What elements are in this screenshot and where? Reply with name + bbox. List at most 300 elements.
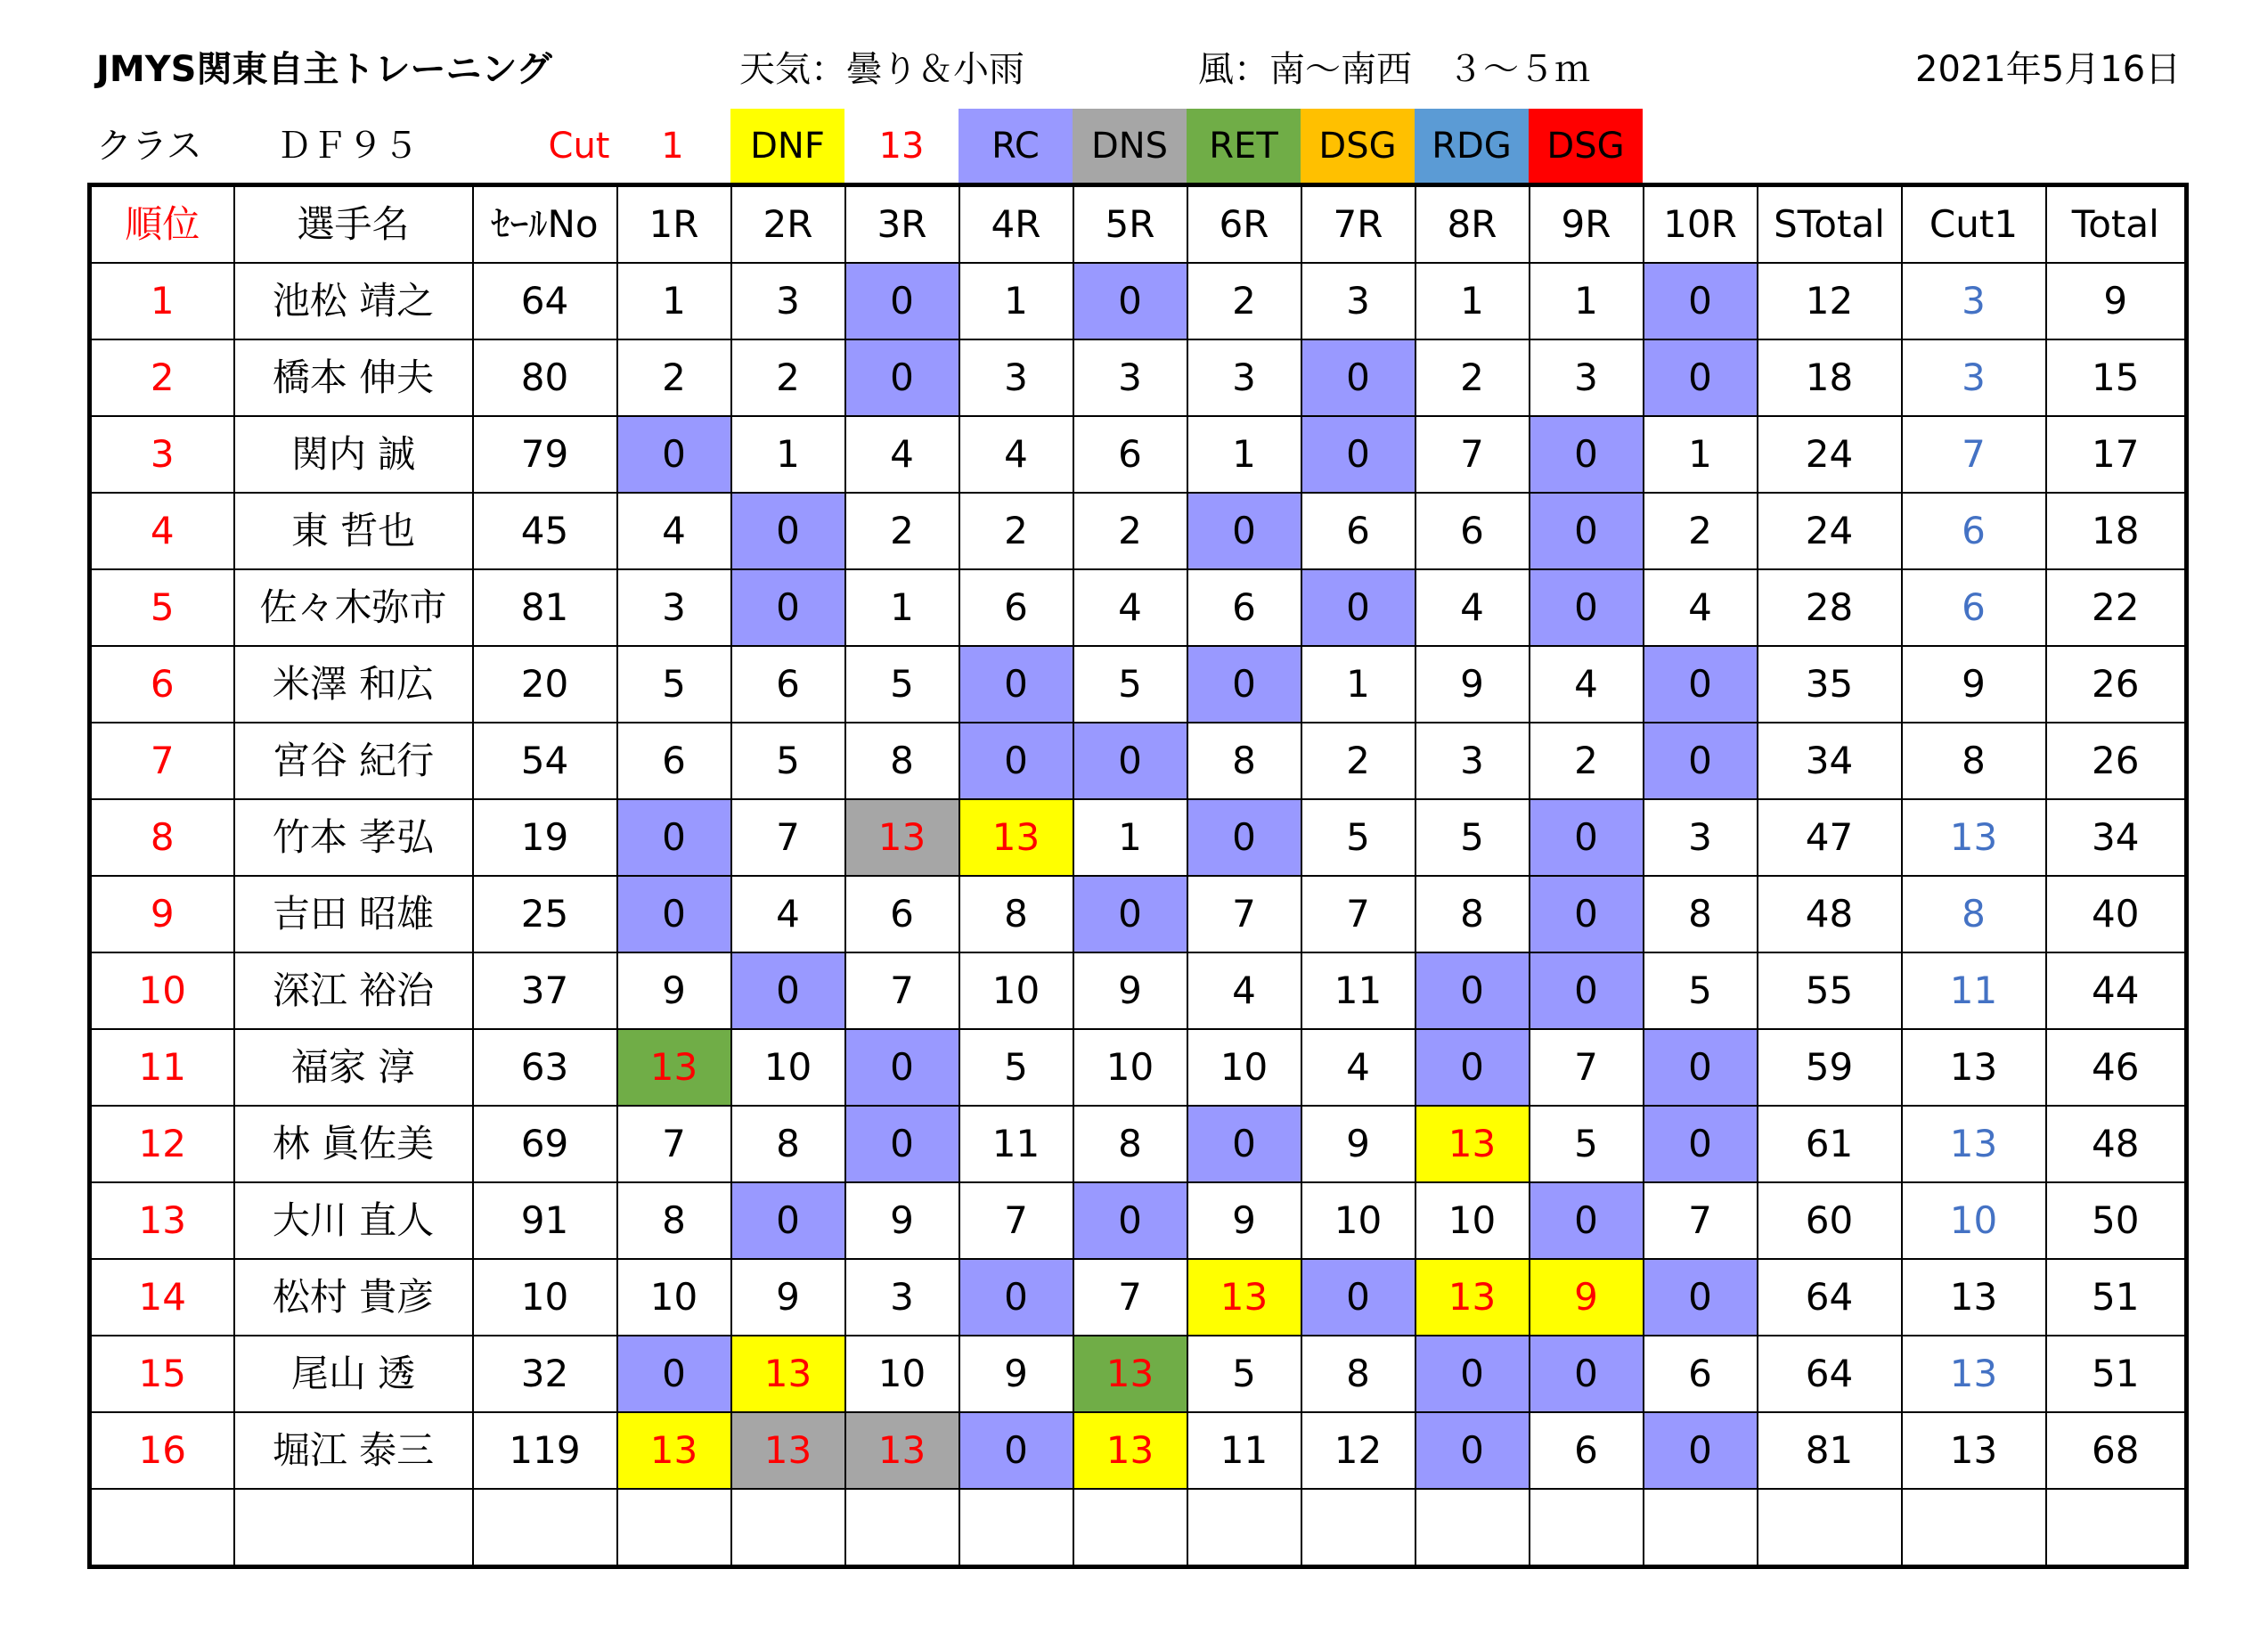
column-header: 7R	[1301, 185, 1415, 264]
race-score-cell: 4	[1530, 646, 1644, 723]
empty-cell	[1415, 1489, 1530, 1567]
race-score-cell: 0	[1530, 876, 1644, 952]
race-score-cell: 8	[1415, 876, 1530, 952]
total-cell: 48	[2046, 1106, 2187, 1182]
rank-cell: 2	[90, 339, 234, 416]
race-score-cell: 5	[731, 723, 845, 799]
cut-cell: 13	[1902, 1259, 2046, 1336]
race-score-cell: 6	[1530, 1412, 1644, 1489]
legend-rc: RC	[959, 109, 1073, 184]
sail-number-cell: 32	[473, 1336, 617, 1412]
race-score-cell: 0	[1644, 1029, 1758, 1106]
race-score-cell: 13	[1187, 1259, 1301, 1336]
race-score-cell: 0	[617, 1336, 731, 1412]
race-score-cell: 4	[617, 493, 731, 569]
table-row	[90, 263, 2187, 339]
empty-cell	[2046, 1489, 2187, 1567]
race-score-cell: 6	[1073, 416, 1187, 493]
sail-number-cell: 54	[473, 723, 617, 799]
stotal-cell: 64	[1758, 1336, 1902, 1412]
race-score-cell: 0	[731, 1182, 845, 1259]
race-score-cell: 4	[1187, 952, 1301, 1029]
race-score-cell: 3	[617, 569, 731, 646]
column-header: STotal	[1758, 185, 1902, 264]
stotal-cell: 61	[1758, 1106, 1902, 1182]
race-score-cell: 9	[1073, 952, 1187, 1029]
total-cell: 17	[2046, 416, 2187, 493]
race-score-cell: 0	[1073, 723, 1187, 799]
race-score-cell: 6	[731, 646, 845, 723]
race-score-cell: 0	[1415, 1336, 1530, 1412]
cut-cell: 8	[1902, 723, 2046, 799]
rank-cell: 9	[90, 876, 234, 952]
sail-number-cell: 80	[473, 339, 617, 416]
column-header: 5R	[1073, 185, 1187, 264]
cut-cell: 13	[1902, 1336, 2046, 1412]
race-score-cell: 5	[1301, 799, 1415, 876]
race-score-cell: 1	[1187, 416, 1301, 493]
cut-cell: 13	[1902, 799, 2046, 876]
race-score-cell: 2	[1301, 723, 1415, 799]
race-score-cell: 7	[1644, 1182, 1758, 1259]
race-score-cell: 6	[845, 876, 959, 952]
total-cell: 44	[2046, 952, 2187, 1029]
column-header: 順位	[90, 185, 234, 264]
race-score-cell: 10	[845, 1336, 959, 1412]
rank-cell: 1	[90, 263, 234, 339]
name-cell: 関内 誠	[234, 416, 473, 493]
stotal-cell: 24	[1758, 416, 1902, 493]
name-cell: 佐々木弥市	[234, 569, 473, 646]
name-cell: 林 眞佐美	[234, 1106, 473, 1182]
race-score-cell: 0	[1530, 493, 1644, 569]
race-score-cell: 2	[1530, 723, 1644, 799]
race-score-cell: 1	[731, 416, 845, 493]
race-score-cell: 13	[617, 1412, 731, 1489]
race-score-cell: 0	[1073, 263, 1187, 339]
wind-text: 風：南～南西 ３～５ｍ	[1198, 49, 1590, 90]
race-score-cell: 10	[617, 1259, 731, 1336]
race-score-cell: 0	[1301, 569, 1415, 646]
race-score-cell: 5	[959, 1029, 1073, 1106]
race-score-cell: 0	[845, 339, 959, 416]
cut-cell: 13	[1902, 1106, 2046, 1182]
empty-cell	[731, 1489, 845, 1567]
legend-cut-label: Cut	[548, 126, 610, 167]
legend-ret: RET	[1187, 109, 1301, 184]
total-cell: 51	[2046, 1259, 2187, 1336]
race-score-cell: 0	[845, 263, 959, 339]
empty-cell	[234, 1489, 473, 1567]
race-score-cell: 12	[1301, 1412, 1415, 1489]
results-table	[87, 183, 2189, 1569]
table-row	[90, 1106, 2187, 1182]
empty-cell	[1073, 1489, 1187, 1567]
race-score-cell: 0	[1187, 1106, 1301, 1182]
column-header: Total	[2046, 185, 2187, 264]
race-score-cell: 3	[1644, 799, 1758, 876]
stotal-cell: 35	[1758, 646, 1902, 723]
race-score-cell: 6	[959, 569, 1073, 646]
race-score-cell: 0	[1187, 646, 1301, 723]
race-score-cell: 6	[1644, 1336, 1758, 1412]
race-score-cell: 11	[959, 1106, 1073, 1182]
race-score-cell: 4	[845, 416, 959, 493]
cut-cell: 10	[1902, 1182, 2046, 1259]
name-cell: 竹本 孝弘	[234, 799, 473, 876]
rank-cell: 14	[90, 1259, 234, 1336]
stotal-cell: 24	[1758, 493, 1902, 569]
race-score-cell: 13	[845, 799, 959, 876]
race-score-cell: 8	[845, 723, 959, 799]
race-score-cell: 4	[959, 416, 1073, 493]
race-score-cell: 1	[1073, 799, 1187, 876]
event-title: JMYS関東自主トレーニング	[96, 49, 552, 90]
race-score-cell: 2	[617, 339, 731, 416]
column-header: 3R	[845, 185, 959, 264]
race-score-cell: 5	[1073, 646, 1187, 723]
race-score-cell: 0	[845, 1106, 959, 1182]
race-score-cell: 7	[731, 799, 845, 876]
race-score-cell: 1	[845, 569, 959, 646]
name-cell: 大川 直人	[234, 1182, 473, 1259]
legend-dsg-red: DSG	[1529, 109, 1643, 184]
column-header: 8R	[1415, 185, 1530, 264]
legend-dsg: DSG	[1301, 109, 1415, 184]
cut-cell: 8	[1902, 876, 2046, 952]
race-score-cell: 3	[1301, 263, 1415, 339]
table-row	[90, 1029, 2187, 1106]
class-label: クラス	[96, 126, 202, 167]
race-score-cell: 9	[1187, 1182, 1301, 1259]
race-score-cell: 0	[731, 569, 845, 646]
race-score-cell: 9	[1301, 1106, 1415, 1182]
race-score-cell: 5	[1187, 1336, 1301, 1412]
race-score-cell: 13	[959, 799, 1073, 876]
cut-cell: 6	[1902, 569, 2046, 646]
sail-number-cell: 20	[473, 646, 617, 723]
race-score-cell: 4	[1644, 569, 1758, 646]
empty-row	[90, 1489, 2187, 1567]
race-score-cell: 6	[1301, 493, 1415, 569]
race-score-cell: 8	[617, 1182, 731, 1259]
race-score-cell: 0	[1415, 952, 1530, 1029]
race-score-cell: 0	[959, 723, 1073, 799]
race-score-cell: 1	[1415, 263, 1530, 339]
race-score-cell: 0	[959, 1259, 1073, 1336]
table-row	[90, 569, 2187, 646]
race-score-cell: 5	[1530, 1106, 1644, 1182]
table-row	[90, 876, 2187, 952]
sail-number-cell: 25	[473, 876, 617, 952]
race-score-cell: 3	[1073, 339, 1187, 416]
race-score-cell: 10	[959, 952, 1073, 1029]
stotal-cell: 59	[1758, 1029, 1902, 1106]
cut-cell: 6	[1902, 493, 2046, 569]
total-cell: 50	[2046, 1182, 2187, 1259]
race-score-cell: 0	[1644, 339, 1758, 416]
column-header: 選手名	[234, 185, 473, 264]
race-score-cell: 0	[1301, 1259, 1415, 1336]
race-score-cell: 9	[845, 1182, 959, 1259]
empty-cell	[1187, 1489, 1301, 1567]
sail-number-cell: 10	[473, 1259, 617, 1336]
empty-cell	[473, 1489, 617, 1567]
race-score-cell: 8	[1187, 723, 1301, 799]
race-score-cell: 2	[1187, 263, 1301, 339]
race-score-cell: 9	[1530, 1259, 1644, 1336]
sail-number-cell: 64	[473, 263, 617, 339]
race-score-cell: 0	[1301, 416, 1415, 493]
header-row	[90, 185, 2187, 264]
race-score-cell: 3	[1530, 339, 1644, 416]
table-row	[90, 339, 2187, 416]
table-row	[90, 1412, 2187, 1489]
race-score-cell: 10	[1415, 1182, 1530, 1259]
race-score-cell: 4	[1301, 1029, 1415, 1106]
cut-cell: 9	[1902, 646, 2046, 723]
race-score-cell: 2	[845, 493, 959, 569]
table-row	[90, 646, 2187, 723]
empty-cell	[1644, 1489, 1758, 1567]
race-score-cell: 8	[1301, 1336, 1415, 1412]
stotal-cell: 48	[1758, 876, 1902, 952]
name-cell: 深江 裕治	[234, 952, 473, 1029]
total-cell: 40	[2046, 876, 2187, 952]
total-cell: 9	[2046, 263, 2187, 339]
race-score-cell: 0	[1530, 416, 1644, 493]
race-score-cell: 13	[731, 1336, 845, 1412]
race-score-cell: 7	[959, 1182, 1073, 1259]
name-cell: 橋本 伸夫	[234, 339, 473, 416]
legend-rdg: RDG	[1415, 109, 1529, 184]
rank-cell: 8	[90, 799, 234, 876]
name-cell: 宮谷 紀行	[234, 723, 473, 799]
race-score-cell: 1	[1644, 416, 1758, 493]
race-score-cell: 6	[1415, 493, 1530, 569]
race-score-cell: 9	[1415, 646, 1530, 723]
race-score-cell: 7	[845, 952, 959, 1029]
race-score-cell: 0	[1644, 723, 1758, 799]
empty-cell	[1758, 1489, 1902, 1567]
cut-cell: 7	[1902, 416, 2046, 493]
race-score-cell: 10	[1301, 1182, 1415, 1259]
empty-cell	[1301, 1489, 1415, 1567]
race-score-cell: 3	[731, 263, 845, 339]
race-score-cell: 0	[1415, 1029, 1530, 1106]
race-score-cell: 0	[1187, 799, 1301, 876]
race-score-cell: 9	[731, 1259, 845, 1336]
table-row	[90, 723, 2187, 799]
total-cell: 26	[2046, 646, 2187, 723]
column-header: 10R	[1644, 185, 1758, 264]
race-score-cell: 0	[1073, 876, 1187, 952]
sail-number-cell: 19	[473, 799, 617, 876]
results-body	[90, 185, 2187, 1567]
name-cell: 吉田 昭雄	[234, 876, 473, 952]
name-cell: 尾山 透	[234, 1336, 473, 1412]
rank-cell: 16	[90, 1412, 234, 1489]
race-score-cell: 0	[1530, 952, 1644, 1029]
race-score-cell: 13	[731, 1412, 845, 1489]
cut-cell: 3	[1902, 339, 2046, 416]
total-cell: 51	[2046, 1336, 2187, 1412]
race-score-cell: 2	[1073, 493, 1187, 569]
empty-cell	[959, 1489, 1073, 1567]
race-score-cell: 0	[1530, 1336, 1644, 1412]
cut-cell: 13	[1902, 1412, 2046, 1489]
rank-cell: 6	[90, 646, 234, 723]
race-score-cell: 7	[617, 1106, 731, 1182]
rank-cell: 13	[90, 1182, 234, 1259]
column-header: 6R	[1187, 185, 1301, 264]
race-score-cell: 7	[1301, 876, 1415, 952]
rank-cell: 12	[90, 1106, 234, 1182]
race-score-cell: 11	[1301, 952, 1415, 1029]
race-score-cell: 5	[1644, 952, 1758, 1029]
race-score-cell: 0	[845, 1029, 959, 1106]
rank-cell: 4	[90, 493, 234, 569]
name-cell: 福家 淳	[234, 1029, 473, 1106]
stotal-cell: 55	[1758, 952, 1902, 1029]
race-score-cell: 0	[959, 1412, 1073, 1489]
race-score-cell: 0	[1644, 263, 1758, 339]
race-score-cell: 5	[1415, 799, 1530, 876]
stotal-cell: 81	[1758, 1412, 1902, 1489]
race-score-cell: 0	[1644, 1106, 1758, 1182]
race-score-cell: 13	[1073, 1412, 1187, 1489]
total-cell: 46	[2046, 1029, 2187, 1106]
race-score-cell: 0	[617, 416, 731, 493]
race-score-cell: 7	[1530, 1029, 1644, 1106]
table-row	[90, 1182, 2187, 1259]
name-cell: 松村 貴彦	[234, 1259, 473, 1336]
race-score-cell: 7	[1187, 876, 1301, 952]
stotal-cell: 34	[1758, 723, 1902, 799]
race-score-cell: 10	[1187, 1029, 1301, 1106]
stotal-cell: 64	[1758, 1259, 1902, 1336]
race-score-cell: 13	[1415, 1106, 1530, 1182]
table-row	[90, 493, 2187, 569]
sail-number-cell: 37	[473, 952, 617, 1029]
stotal-cell: 12	[1758, 263, 1902, 339]
column-header: 1R	[617, 185, 731, 264]
legend-dnf: DNF	[730, 109, 844, 184]
race-score-cell: 4	[1073, 569, 1187, 646]
cut-cell: 13	[1902, 1029, 2046, 1106]
race-score-cell: 3	[959, 339, 1073, 416]
race-score-cell: 0	[1415, 1412, 1530, 1489]
race-score-cell: 3	[845, 1259, 959, 1336]
class-value: ＤＦ９５	[276, 126, 419, 167]
race-score-cell: 11	[1187, 1412, 1301, 1489]
cut-cell: 3	[1902, 263, 2046, 339]
race-score-cell: 8	[959, 876, 1073, 952]
total-cell: 15	[2046, 339, 2187, 416]
race-score-cell: 0	[617, 876, 731, 952]
table-row	[90, 1259, 2187, 1336]
table-row	[90, 799, 2187, 876]
race-score-cell: 1	[959, 263, 1073, 339]
event-date: 2021年5月16日	[1915, 49, 2182, 90]
stotal-cell: 47	[1758, 799, 1902, 876]
race-score-cell: 0	[1530, 569, 1644, 646]
legend-dns: DNS	[1073, 109, 1187, 184]
race-score-cell: 0	[1644, 1259, 1758, 1336]
rank-cell: 5	[90, 569, 234, 646]
race-score-cell: 0	[959, 646, 1073, 723]
race-score-cell: 0	[1187, 493, 1301, 569]
race-score-cell: 0	[617, 799, 731, 876]
sail-number-cell: 63	[473, 1029, 617, 1106]
empty-cell	[617, 1489, 731, 1567]
race-score-cell: 0	[1530, 1182, 1644, 1259]
race-score-cell: 13	[1073, 1336, 1187, 1412]
race-score-cell: 5	[845, 646, 959, 723]
sail-number-cell: 81	[473, 569, 617, 646]
race-score-cell: 7	[1415, 416, 1530, 493]
race-score-cell: 0	[731, 493, 845, 569]
race-score-cell: 6	[617, 723, 731, 799]
column-header: 2R	[731, 185, 845, 264]
race-score-cell: 10	[731, 1029, 845, 1106]
race-score-cell: 0	[1073, 1182, 1187, 1259]
race-score-cell: 9	[617, 952, 731, 1029]
empty-cell	[90, 1489, 234, 1567]
weather-text: 天気：曇り＆小雨	[739, 49, 1024, 90]
table-row	[90, 416, 2187, 493]
empty-cell	[1530, 1489, 1644, 1567]
race-score-cell: 0	[731, 952, 845, 1029]
rank-cell: 11	[90, 1029, 234, 1106]
race-score-cell: 3	[1187, 339, 1301, 416]
sail-number-cell: 91	[473, 1182, 617, 1259]
total-cell: 34	[2046, 799, 2187, 876]
race-score-cell: 2	[731, 339, 845, 416]
total-cell: 22	[2046, 569, 2187, 646]
legend-penalty-value: 13	[878, 126, 925, 167]
race-score-cell: 8	[731, 1106, 845, 1182]
race-score-cell: 8	[1073, 1106, 1187, 1182]
race-score-cell: 13	[1415, 1259, 1530, 1336]
name-cell: 堀江 泰三	[234, 1412, 473, 1489]
race-score-cell: 8	[1644, 876, 1758, 952]
race-score-cell: 7	[1073, 1259, 1187, 1336]
name-cell: 東 哲也	[234, 493, 473, 569]
race-score-cell: 13	[617, 1029, 731, 1106]
total-cell: 18	[2046, 493, 2187, 569]
race-score-cell: 0	[1644, 1412, 1758, 1489]
rank-cell: 7	[90, 723, 234, 799]
rank-cell: 10	[90, 952, 234, 1029]
table-row	[90, 1336, 2187, 1412]
stotal-cell: 18	[1758, 339, 1902, 416]
race-score-cell: 10	[1073, 1029, 1187, 1106]
stotal-cell: 28	[1758, 569, 1902, 646]
name-cell: 池松 靖之	[234, 263, 473, 339]
sail-number-cell: 69	[473, 1106, 617, 1182]
total-cell: 68	[2046, 1412, 2187, 1489]
total-cell: 26	[2046, 723, 2187, 799]
race-score-cell: 3	[1415, 723, 1530, 799]
sail-number-cell: 45	[473, 493, 617, 569]
column-header: 9R	[1530, 185, 1644, 264]
race-score-cell: 9	[959, 1336, 1073, 1412]
race-score-cell: 1	[1301, 646, 1415, 723]
race-score-cell: 4	[731, 876, 845, 952]
race-score-cell: 0	[1644, 646, 1758, 723]
race-score-cell: 5	[617, 646, 731, 723]
